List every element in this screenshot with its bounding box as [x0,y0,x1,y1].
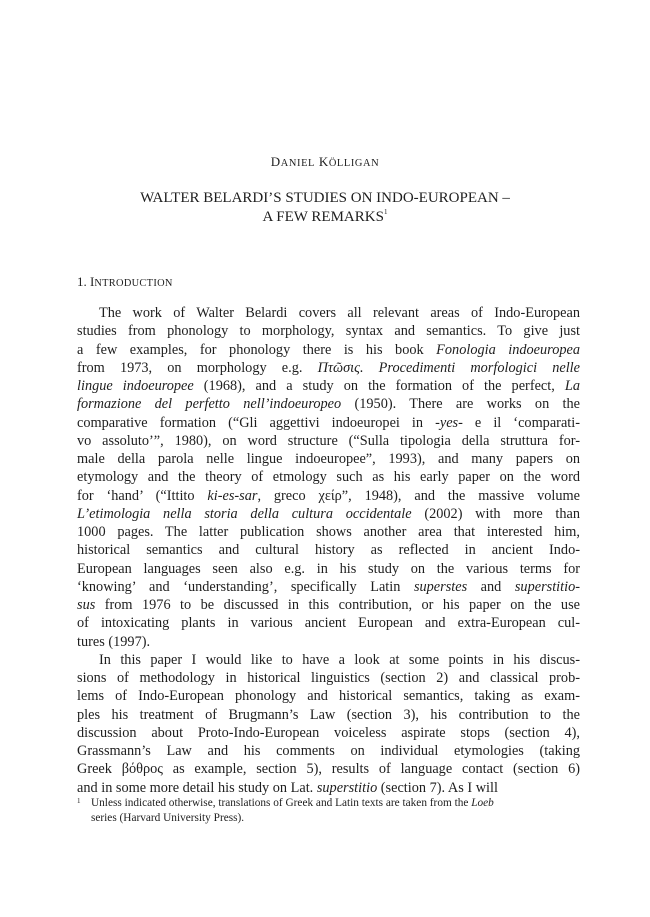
text-span: discussion about Proto-Indo-European voiceless aspirate stops (section 4), [77,724,580,741]
text-line [77,377,580,395]
text-line [77,450,580,468]
text-line [77,687,580,705]
text-span: The work of Walter Belardi covers all relevant areas of Indo-European [99,305,580,321]
title-line-2-text: A FEW REMARKS [262,209,384,225]
text-line [77,487,580,505]
text-line [77,341,580,359]
text-span: of intoxicating plants in various ancient European and extra-European cul- [77,615,580,632]
italic-text: Fonologia indoeuropea [436,341,580,358]
text-line [77,505,580,523]
text-span: male della parola nelle lingue indoeuropee”, 1993), and many papers on [77,451,580,467]
text-span: etymology and the theory of etmology such as his early paper on the word [77,469,580,486]
text-span: 1000 pages. The latter publication shows another area that interested him, [77,524,580,540]
text-line [77,414,580,432]
italic-text: formazione del perfetto nell’indoeuropeo [77,396,342,413]
section-initial: I [90,274,95,289]
italic-text: superstitio- [514,578,580,595]
text-span: sions of methodology in historical linguistics (section 2) and classical prob- [77,670,580,686]
italic-text: La [564,378,580,394]
paragraph [77,651,580,797]
text-span: and in some more detail his study on Lat. [77,779,317,796]
text-span: vo assoluto’”, 1980), on word structure (“Sulla tipologia della struttura for- [77,432,580,449]
text-span: Grassmann’s Law and his comments on individual etymologies (taking [77,743,580,759]
text-line [77,432,580,450]
text-line [77,560,580,578]
italic-text: superstes [413,578,468,595]
text-span: (section 7). As I will [377,779,498,796]
footnote [77,796,580,826]
text-span: In this paper I would like to have a look at some points in his discus- [99,651,580,668]
text-line [77,541,580,559]
text-line [77,633,580,651]
text-span: , greco χείρ”, 1948), and the massive volume [257,487,580,504]
text-line [77,760,580,778]
text-span: and [467,578,515,595]
text-span: European languages seen also e.g. in his study on the various terms for [77,560,580,577]
text-span: e il ‘comparati- [462,414,580,431]
text-span: studies from phonology to morphology, syntax and semantics. To give just [77,323,580,340]
text-line [77,322,580,340]
text-line [77,706,580,724]
text-line [77,742,580,760]
italic-text: Πτῶσις. Procedimenti morfologici nelle [317,359,580,376]
text-span: (1950). There are works on the [341,396,581,413]
text-line [77,669,580,687]
text-span: historical semantics and cultural history as reflected in ancient Indo- [77,542,580,559]
footnote-line-1-text: Unless indicated otherwise, translations of Greek and Latin texts are taken from the [91,797,472,809]
title-line-1: WALTER BELARDI’S STUDIES ON INDO-EUROPEAN – [140,190,510,206]
footnote-number: 1 [77,797,81,805]
italic-text: lingue indoeuropee [77,378,194,394]
text-line [77,724,580,742]
text-span: a few examples, for phonology there is his book [77,341,437,358]
section-heading [77,274,173,290]
italic-text: L’etimologia nella storia della cultura occidentale [77,505,412,522]
author-rest-1: ANIEL [280,158,315,169]
text-span: (1968), and a study on the formation of the perfect, [193,378,565,394]
section-rest: NTRODUCTION [94,278,173,289]
text-span: for ‘hand’ (“Ittito [77,487,208,504]
author-rest-2: ÖLLIGAN [328,158,380,169]
text-line [77,304,580,322]
footnote-line [77,796,580,811]
italic-text: sus [77,597,96,613]
author-initial-2: K [318,154,329,169]
title-footnote-marker: 1 [383,208,388,216]
article-title [0,189,650,227]
italic-text: ki-es-sar [207,487,258,504]
text-line [77,578,580,596]
text-span: comparative formation (“Gli aggettivi indoeuropei in [77,414,436,431]
author-name [0,154,650,170]
section-number: 1. [77,274,90,289]
text-line [77,651,580,669]
text-span: lems of Indo-European phonology and historical semantics, taking as exam- [77,688,580,705]
text-line [77,395,580,413]
text-line [77,596,580,614]
text-span: ples his treatment of Brugmann’s Law (section 3), his contribution to the [77,706,580,723]
footnote-line-1-italic: Loeb [471,797,494,809]
text-span: (2002) with more than [411,505,580,522]
body-text [77,304,580,797]
text-line [77,614,580,632]
paragraph [77,304,580,651]
title-line-2 [0,208,650,227]
text-line [77,523,580,541]
text-span: from 1976 to be discussed in this contribution, or his paper on the use [95,597,580,613]
text-line [77,779,580,797]
text-span: Greek βόθρος as example, section 5), results of language contact (section 6) [77,761,580,778]
text-span: from 1973, on morphology e.g. [77,359,318,376]
author-initial-1: D [270,154,281,169]
footnote-line: series (Harvard University Press). [91,812,245,824]
text-span: tures (1997). [77,633,151,650]
text-line [77,468,580,486]
italic-text: -yes- [435,414,463,431]
text-line [77,359,580,377]
text-span: ‘knowing’ and ‘understanding’, specifically Latin [77,578,414,595]
italic-text: superstitio [316,779,378,796]
